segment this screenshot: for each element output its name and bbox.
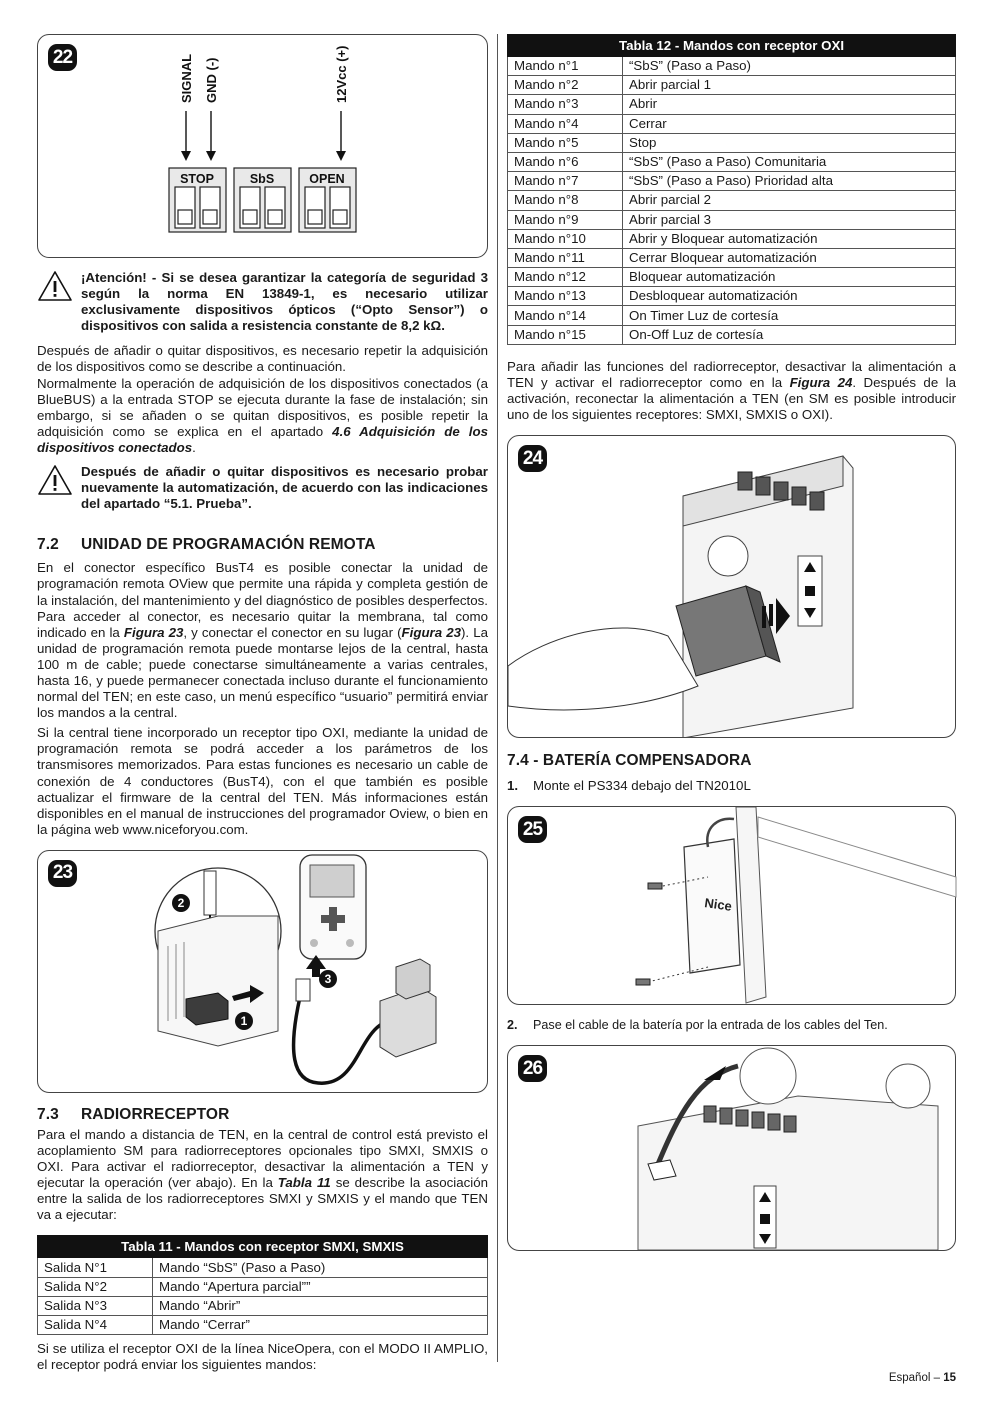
wire-label-signal: SIGNAL bbox=[179, 53, 194, 103]
warning-triangle-icon bbox=[37, 270, 73, 302]
right-column bbox=[507, 34, 956, 1251]
footer-language: Español – bbox=[888, 1372, 940, 1384]
table-row bbox=[508, 325, 956, 344]
warning-text: ¡Atención! - Si se desea garantizar la categoría de seguridad 3 según la norma EN 13849-1, es necesario utilizar exclusivamente dispositivos ópticos (“Opto Sensor”) o dispositivos con salida a resistencia constante de 8,2 kΩ. bbox=[81, 270, 488, 334]
figure-number: 22 bbox=[48, 44, 77, 71]
table-cell-command: Mando “SbS” (Paso a Paso) bbox=[153, 1258, 488, 1277]
table-cell-output: Mando n°5 bbox=[508, 133, 623, 152]
table-row bbox=[38, 1296, 488, 1315]
table-cell-command: Mando “Cerrar” bbox=[153, 1316, 488, 1335]
table-row bbox=[508, 191, 956, 210]
table-cell-command: Abrir parcial 2 bbox=[623, 191, 956, 210]
figure-24 bbox=[507, 435, 956, 738]
table-cell-command: On-Off Luz de cortesía bbox=[623, 325, 956, 344]
table-cell-output: Salida N°1 bbox=[38, 1258, 153, 1277]
table-cell-output: Mando n°10 bbox=[508, 229, 623, 248]
table-row bbox=[508, 229, 956, 248]
section-heading-7-2: 7.2 UNIDAD DE PROGRAMACIÓN REMOTA bbox=[37, 536, 376, 554]
table-cell-command: Desbloquear automatización bbox=[623, 287, 956, 306]
table-cell-command: Mando “Apertura parcial”” bbox=[153, 1277, 488, 1296]
table-cell-command: Cerrar Bloquear automatización bbox=[623, 248, 956, 267]
table-row bbox=[38, 1316, 488, 1335]
table-cell-output: Mando n°8 bbox=[508, 191, 623, 210]
receptor-insert-illustration bbox=[508, 436, 957, 737]
table-cell-output: Mando n°3 bbox=[508, 95, 623, 114]
table-cell-command: Abrir parcial 3 bbox=[623, 210, 956, 229]
section-heading-7-3: 7.3 RADIORRECEPTOR bbox=[37, 1105, 230, 1123]
table-row bbox=[508, 172, 956, 191]
table-cell-command: “SbS” (Paso a Paso) Comunitaria bbox=[623, 152, 956, 171]
table-row bbox=[38, 1258, 488, 1277]
table-row bbox=[508, 114, 956, 133]
oview-connection-illustration bbox=[38, 851, 489, 1092]
step-1: 1. Monte el PS334 debajo del TN2010L bbox=[507, 778, 751, 794]
battery-brand-label: Nice bbox=[703, 895, 733, 915]
table-12 bbox=[507, 34, 956, 345]
figure-22 bbox=[37, 34, 488, 258]
terminal-label-stop: STOP bbox=[180, 172, 214, 186]
paragraph-radio-functions: Para añadir las funciones del radiorreceptor, desactivar la alimentación a TEN y activar el radiorreceptor como en la Figura 24. Después de la activación, reconectar la alimentación a TEN (en SM es posible introducir uno de los siguientes receptores: SMXI, SMXIS o OXI). bbox=[507, 358, 956, 423]
table-cell-output: Mando n°13 bbox=[508, 287, 623, 306]
table-cell-output: Mando n°15 bbox=[508, 325, 623, 344]
battery-cable-illustration bbox=[508, 1046, 957, 1250]
table-cell-command: “SbS” (Paso a Paso) Prioridad alta bbox=[623, 172, 956, 191]
callout-1: 1 bbox=[240, 1013, 248, 1028]
figure-25 bbox=[507, 806, 956, 1005]
table-row bbox=[508, 287, 956, 306]
warning-test-again bbox=[37, 464, 488, 512]
table-row bbox=[508, 133, 956, 152]
table-cell-output: Mando n°1 bbox=[508, 57, 623, 76]
table-row bbox=[508, 57, 956, 76]
table-cell-command: Bloquear automatización bbox=[623, 268, 956, 287]
wire-label-gnd: GND (-) bbox=[204, 57, 219, 103]
column-separator bbox=[497, 34, 498, 1362]
terminal-wiring-diagram bbox=[38, 35, 489, 257]
table-cell-output: Mando n°4 bbox=[508, 114, 623, 133]
table-11 bbox=[37, 1235, 488, 1335]
section-heading-7-4: 7.4 - BATERÍA COMPENSADORA bbox=[507, 752, 752, 770]
table-row bbox=[508, 95, 956, 114]
paragraph-oview-oxi: Si la central tiene incorporado un receptor tipo OXI, mediante la unidad de programación remota se podrá acceder a los parámetros de los transmisores memorizados. Para estas funciones es necesario un cable de conexión de 4 conductores (BusT4), con el que también es posible actualizar el firmware de la central del TEN. Más informaciones están disponibles en el manual de instrucciones del programador Oview, o bien en la página web www.niceforyou.com. bbox=[37, 725, 488, 837]
table-cell-output: Salida N°3 bbox=[38, 1296, 153, 1315]
table-cell-command: On Timer Luz de cortesía bbox=[623, 306, 956, 325]
page-footer bbox=[889, 1372, 956, 1384]
paragraph-oxi-intro: Si se utiliza el receptor OXI de la línea NiceOpera, con el MODO II AMPLIO, el receptor podrá enviar los siguientes mandos: bbox=[37, 1341, 488, 1373]
paragraph-acquisition-normal: Normalmente la operación de adquisición de los dispositivos conectados (a BlueBUS) a la entrada STOP se ejecuta durante la fase de instalación; sin embargo, si se añaden o se quitan dispositivos, es posible repetir la adquisición como se explica en el apartado 4.6 Adquisición de los dispositivos conectados. bbox=[37, 375, 488, 455]
figure-23 bbox=[37, 850, 488, 1093]
table-cell-output: Mando n°6 bbox=[508, 152, 623, 171]
table-cell-output: Mando n°11 bbox=[508, 248, 623, 267]
ref-figure-23: Figura 23 bbox=[123, 624, 184, 640]
ref-figure-23: Figura 23 bbox=[401, 624, 461, 640]
table-cell-output: Salida N°2 bbox=[38, 1277, 153, 1296]
table-row bbox=[508, 210, 956, 229]
callout-3: 3 bbox=[324, 971, 332, 986]
battery-mount-illustration bbox=[508, 807, 957, 1004]
table-row bbox=[508, 268, 956, 287]
table-cell-output: Salida N°4 bbox=[38, 1316, 153, 1335]
table-cell-command: Mando “Abrir” bbox=[153, 1296, 488, 1315]
table-cell-command: Cerrar bbox=[623, 114, 956, 133]
paragraph-oview-intro: En el conector específico BusT4 es posible conectar la unidad de programación remota OView que permite una rápida y completa gestión de la instalación, del mantenimiento y del diagnóstico de posibles desperfectos. Para acceder al conector, es necesario quitar la membrana, tal como indicado en la Figura 23, y conectar el conector en su lugar (Figura 23). La unidad de programación remota puede montarse lejos de la central, hasta 100 m de cable; puede conectarse simultáneamente a varias centrales, hasta 16, y puede permanecer conectada incluso durante el funcionamiento normal del TEN; en este caso, un menú específico “usuario” permitirá enviar los mandos a la central. bbox=[37, 560, 488, 721]
warning-text: Después de añadir o quitar dispositivos es necesario probar nuevamente la automatización, de acuerdo con las indicaciones del apartado “5.1. Prueba”. bbox=[81, 464, 488, 512]
warning-safety-category bbox=[37, 270, 488, 334]
table-title: Tabla 11 - Mandos con receptor SMXI, SMXIS bbox=[38, 1236, 488, 1258]
table-cell-output: Mando n°12 bbox=[508, 268, 623, 287]
ref-table-11: Tabla 11 bbox=[277, 1175, 331, 1191]
table-cell-output: Mando n°2 bbox=[508, 76, 623, 95]
table-cell-command: Abrir y Bloquear automatización bbox=[623, 229, 956, 248]
step-2: 2. Pase el cable de la batería por la entrada de los cables del Ten. bbox=[507, 1018, 888, 1033]
table-cell-command: Abrir bbox=[623, 95, 956, 114]
table-row bbox=[508, 248, 956, 267]
warning-triangle-icon bbox=[37, 464, 73, 496]
figure-number: 25 bbox=[518, 816, 547, 843]
table-cell-command: “SbS” (Paso a Paso) bbox=[623, 57, 956, 76]
callout-2: 2 bbox=[177, 895, 185, 910]
left-column bbox=[37, 34, 488, 1373]
figure-number: 23 bbox=[48, 860, 77, 887]
page-number: 15 bbox=[943, 1372, 956, 1384]
table-title: Tabla 12 - Mandos con receptor OXI bbox=[508, 35, 956, 57]
figure-26 bbox=[507, 1045, 956, 1251]
table-row bbox=[508, 152, 956, 171]
terminal-label-open: OPEN bbox=[309, 172, 345, 186]
table-cell-command: Abrir parcial 1 bbox=[623, 76, 956, 95]
terminal-label-sbs: SbS bbox=[249, 172, 275, 186]
table-row bbox=[508, 306, 956, 325]
ref-section-4-6: 4.6 Adquisición de los dispositivos conectados bbox=[37, 423, 488, 455]
table-cell-output: Mando n°7 bbox=[508, 172, 623, 191]
wire-label-12vcc: 12Vcc (+) bbox=[334, 45, 349, 103]
table-row bbox=[38, 1277, 488, 1296]
paragraph-radioreceptor: Para el mando a distancia de TEN, en la central de control está previsto el acoplamiento SM para radiorreceptores opcionales tipo SMXI, SMXIS o OXI. Para activar el radiorreceptor, desactivar la alimentación a TEN y ejecutar la operación (ver abajo). En la Tabla 11 se describe la asociación entre la salida de los radiorreceptores SMXI y SMXIS y el mando que TEN va a ejecutar: bbox=[37, 1126, 488, 1223]
table-cell-command: Stop bbox=[623, 133, 956, 152]
table-cell-output: Mando n°14 bbox=[508, 306, 623, 325]
figure-number: 26 bbox=[518, 1055, 547, 1082]
table-row bbox=[508, 76, 956, 95]
ref-figure-24: Figura 24 bbox=[789, 374, 853, 390]
figure-number: 24 bbox=[518, 445, 547, 472]
paragraph-repeat-acquisition: Después de añadir o quitar dispositivos, es necesario repetir la adquisición de los dispositivos como se describe a continuación. bbox=[37, 343, 488, 375]
table-cell-output: Mando n°9 bbox=[508, 210, 623, 229]
